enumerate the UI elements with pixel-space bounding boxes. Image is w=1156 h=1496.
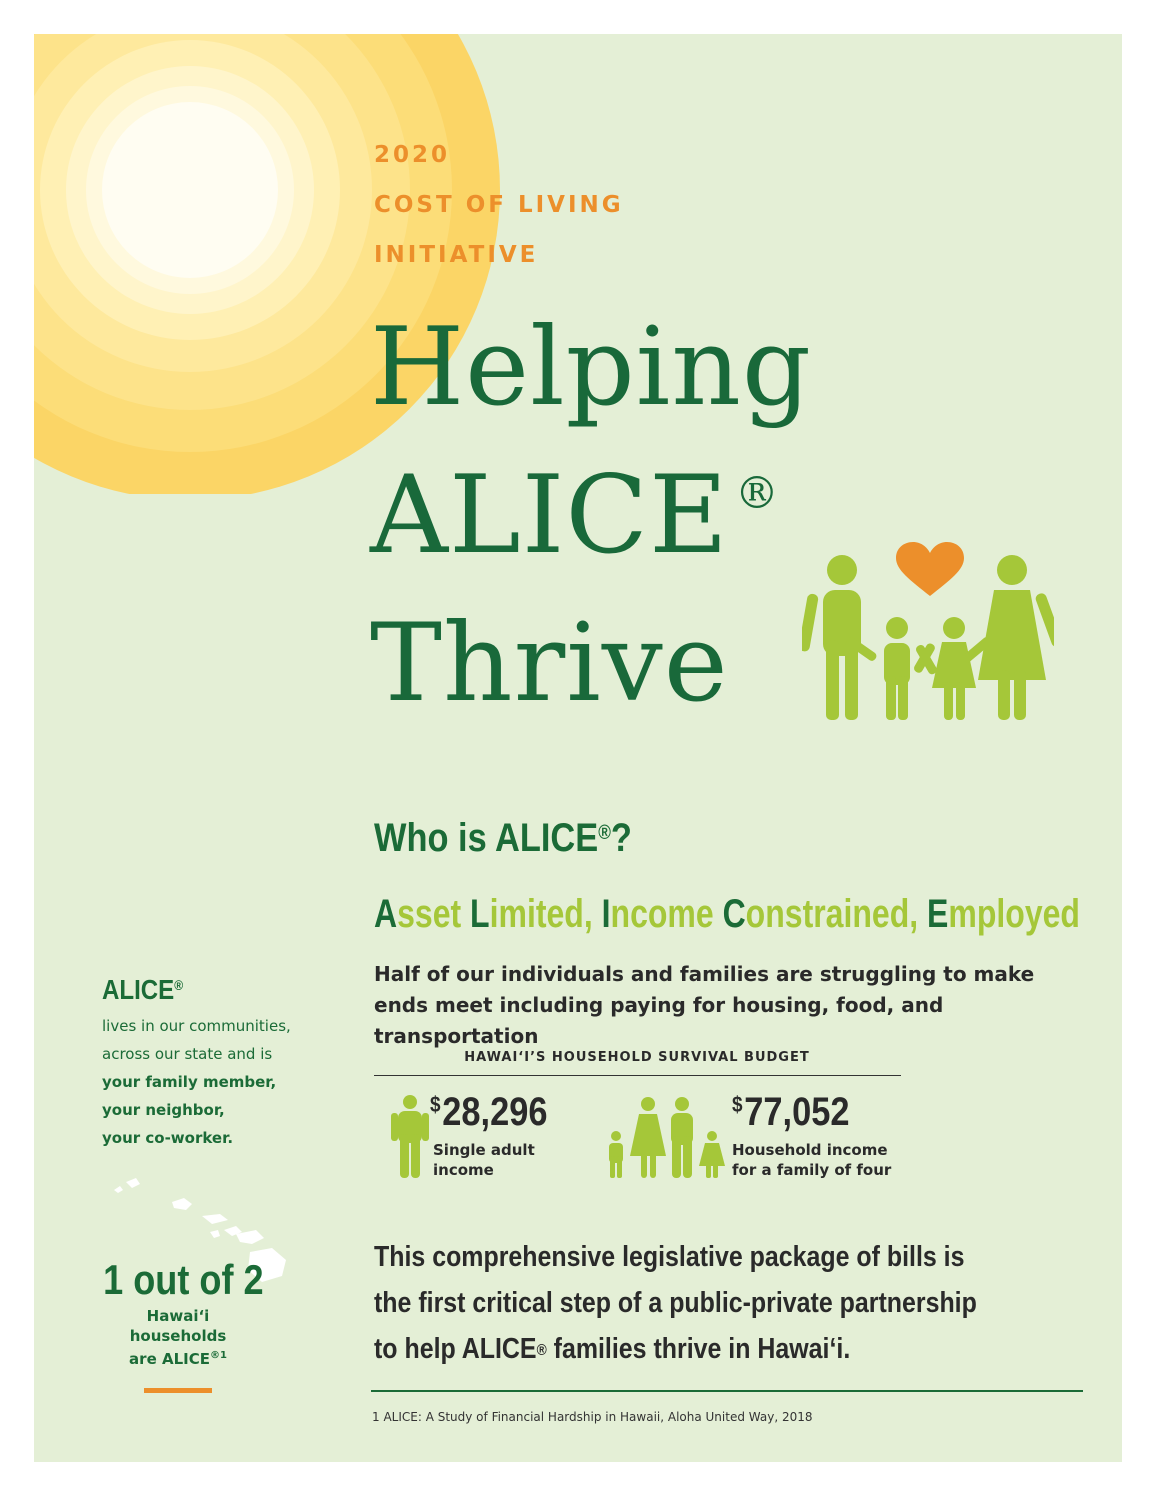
family-of-four-icon (604, 1096, 728, 1180)
budget-divider (374, 1075, 901, 1076)
family-caption: Household income for a family of four (732, 1141, 892, 1179)
lede-paragraph: Half of our individuals and families are struggling to make ends meet including paying for housing, food, and transportation (374, 962, 1035, 1048)
registered-mark: ® (734, 468, 780, 519)
footnote: 1 ALICE: A Study of Financial Hardship in Hawaii, Aloha United Way, 2018 (372, 1410, 813, 1424)
budget-title: HAWAI‘I’S HOUSEHOLD SURVIVAL BUDGET (464, 1050, 810, 1065)
legislative-package-statement: This comprehensive legislative package of bills is the first critical step of a public-private partnership to help ALICE® families thrive in Hawai‘i. (374, 1241, 977, 1365)
single-adult-caption: Single adult income (433, 1141, 535, 1179)
page (34, 34, 1122, 1462)
who-is-alice-heading: Who is ALICE®? (374, 816, 632, 860)
title-line-alice: ALICE ® (370, 453, 780, 578)
single-adult-icon (390, 1094, 430, 1178)
orange-accent-bar (144, 1388, 212, 1393)
alice-acronym: Asset Limited, Income Constrained, Employed (374, 892, 1080, 936)
households-caption: Hawai‘i households are $ALICE^{®1}$ (129, 1307, 227, 1368)
title-line-helping: Helping (370, 305, 813, 430)
single-adult-amount: $28,296 (430, 1090, 548, 1134)
family-amount: $77,052 (732, 1090, 850, 1134)
kicker-cost-of-living: COST OF LIVING (374, 192, 624, 218)
sidebar-heading: ALICE® (102, 974, 184, 1005)
one-out-of-two-stat: 1 out of 2 (103, 1256, 264, 1303)
kicker-initiative: INITIATIVE (374, 242, 539, 268)
kicker-year: 2020 (374, 142, 451, 168)
footnote-divider (371, 1390, 1083, 1392)
title-line-thrive: Thrive (370, 601, 729, 726)
sidebar-text: lives in our communities, across our state and is your family member, your neighbor, your co-worker. (102, 1017, 291, 1147)
family-with-heart-icon (802, 540, 1054, 726)
